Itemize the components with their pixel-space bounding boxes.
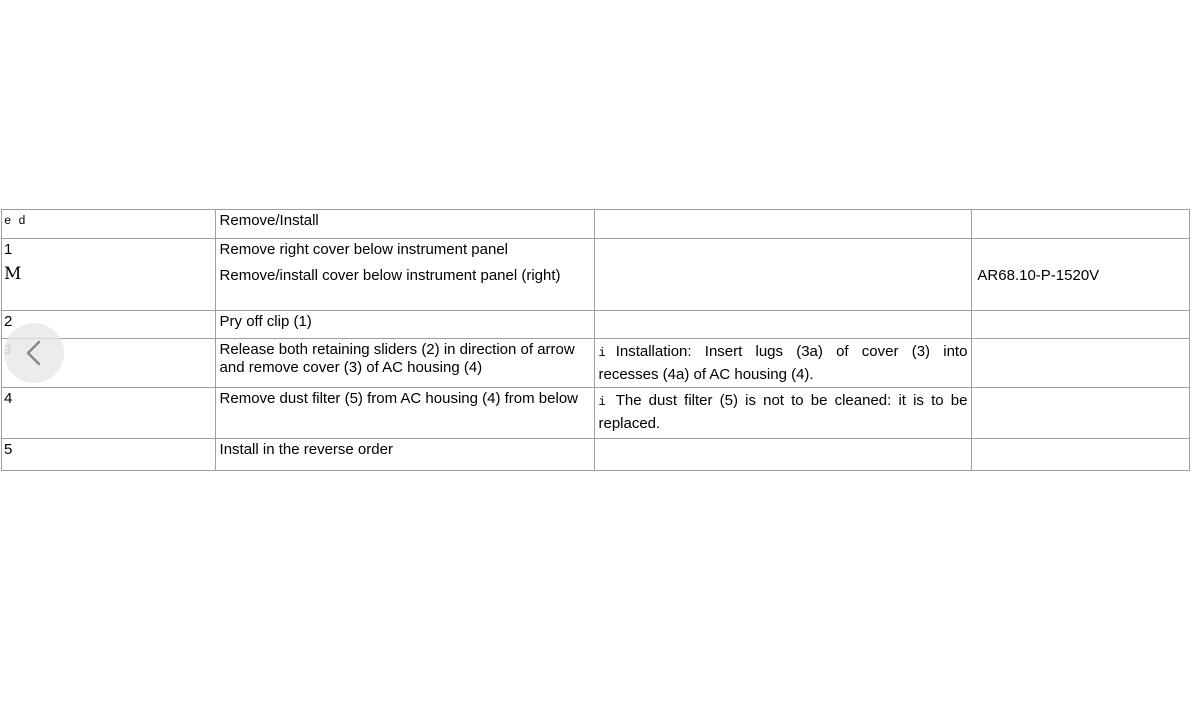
header-code: e d [2,210,216,239]
previous-page-button[interactable] [4,323,64,383]
action-text: Release both retaining sliders (2) in direction of arrow and remove cover (3) of AC housing (4) [215,339,595,388]
action-cell [215,239,595,311]
step-cell [2,239,216,311]
header-title: Remove/Install [215,210,595,239]
table-row [2,311,1190,339]
table-row [2,239,1190,311]
sub-action-text: Remove/install cover below instrument panel (right) [219,267,561,284]
step-number: 5 [2,439,216,471]
reference-link[interactable]: AR68.10-P-1520V [972,239,1190,311]
step-number: 2 [2,311,216,339]
note-cell [595,239,972,311]
table-row [2,439,1190,471]
step-number: 1 [4,241,13,258]
note-cell [595,339,972,388]
note-cell [595,439,972,471]
action-text: Install in the reverse order [215,439,595,471]
ref-cell [972,339,1190,388]
chevron-left-icon [23,339,45,367]
table-row [2,388,1190,439]
table-header-row [2,210,1190,239]
info-icon: i [598,395,606,409]
ref-cell [972,311,1190,339]
action-text: Remove dust filter (5) from AC housing (4) from below [215,388,595,439]
manual-icon: M [4,264,22,284]
action-text: Pry off clip (1) [215,311,595,339]
ref-cell [972,439,1190,471]
step-number: 4 [2,388,216,439]
table-row [2,339,1190,388]
action-text: Remove right cover below instrument panel [219,241,509,258]
procedure-table [1,209,1190,471]
note-text: Installation: Insert lugs (3a) of cover (3) into recesses (4a) of AC housing (4). [598,343,968,383]
header-note-cell [595,210,972,239]
note-cell [595,311,972,339]
note-text: The dust filter (5) is not to be cleaned: it is to be replaced. [598,392,968,432]
note-cell [595,388,972,439]
ref-cell [972,388,1190,439]
info-icon: i [598,346,606,360]
header-ref-cell [972,210,1190,239]
